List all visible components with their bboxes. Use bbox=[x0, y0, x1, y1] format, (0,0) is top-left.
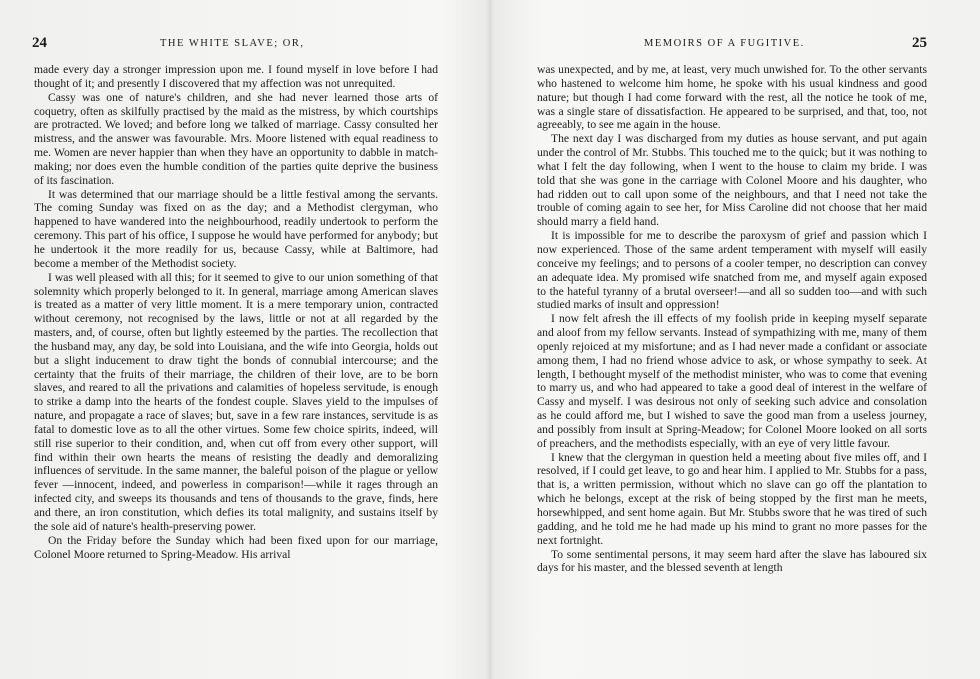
paragraph: The next day I was discharged from my duties as house servant, and put again under the control of Mr. Stubbs. This touched me to the quick; but it was nothing to what I felt the day following, when I went to the house to claim my bride. I was told that she was gone in the carriage with Colonel Moore and his daughter, who had ridden out to call upon some of the neighbours, and that I need not take the trouble of coming again to see her, for Miss Caroline did not choose that her maid should marry a field hand. bbox=[537, 132, 927, 229]
right-page-number: 25 bbox=[912, 35, 927, 51]
left-text-block bbox=[34, 63, 438, 561]
right-running-head bbox=[532, 36, 927, 52]
paragraph: was unexpected, and by me, at least, very much unwished for. To the other servants who hastened to welcome him home, he spoke with his usual kindness and good nature; but though I had come forward with the rest, all the notice he took of me, was a single stare of dissatisfaction. He appeared to be surprised, and that, too, not agreeably, to see me again in the house. bbox=[537, 63, 927, 132]
paragraph: made every day a stronger impression upon me. I found myself in love before I had thought of it; and presently I discovered that my affection was not unrequited. bbox=[34, 63, 438, 90]
paragraph: I was well pleased with all this; for it seemed to give to our union something of that solemnity which properly belonged to it. In general, marriage among American slaves is treated as a matter of very little moment. It is a mere temporary union, contracted without ceremony, not recognised by the laws, little or not at all regarded by the masters, and, of course, often but lightly esteemed by the parties. The recollection that the husband may, any day, be sold into Louisiana, and the wife into Georgia, holds out but a slight inducement to draw tight the bonds of connubial intercourse; and the certainty that the fruits of their marriage, the children of their love, are to be born slaves, and reared to all the privations and calamities of hopeless servitude, is enough to strike a damp into the hearts of the fondest couple. Slaves yield to the impulses of nature, and propagate a race of slaves; but, save in a few rare instances, servitude is as fatal to domestic love as to all the other virtues. Some few choice spirits, indeed, will still rise superior to their condition, and, when cut off from every other support, will find within their own hearts the means of resisting the deadly and demoralizing influences of servitude. In the same manner, the baleful poison of the plague or yellow fever —innocent, indeed, and powerless in comparison!—while it rages through an infected city, and sweeps its thousands and tens of thousands to the grave, finds, here and there, an iron constitution, which defies its total malignity, and sustains itself by the sole aid of nature's health-preserving power. bbox=[34, 270, 438, 533]
paragraph: On the Friday before the Sunday which had been fixed upon for our marriage, Colonel Moore returned to Spring-Meadow. His arrival bbox=[34, 533, 438, 561]
paragraph: It is impossible for me to describe the paroxysm of grief and passion which I now experienced. Those of the same ardent temperament with myself will easily conceive my feelings; and to persons of a cooler temper, no description can convey an adequate idea. My promised wife snatched from me, and myself again exposed to the hateful tyranny of a brutal overseer!—and all so sudden too—and with such studied marks of insult and oppression! bbox=[537, 229, 927, 312]
right-running-title: MEMOIRS OF A FUGITIVE. bbox=[644, 38, 805, 49]
paragraph: It was determined that our marriage should be a little festival among the servants. The coming Sunday was fixed on as the day; and a Methodist clergyman, who happened to have wandered into the neighbourhood, readily undertook to perform the ceremony. This part of his office, I suppose he would have performed for anybody; but he undertook it the more readily for us, because Cassy, while at Baltimore, had become a member of the Methodist society. bbox=[34, 187, 438, 270]
left-page-number: 24 bbox=[32, 35, 47, 51]
paragraph: I now felt afresh the ill effects of my foolish pride in keeping myself separate and aloof from my fellow servants. Instead of sympathizing with me, many of them openly rejoiced at my misfortune; and as I had never made a confidant or associate among them, I had no friend whose advice to ask, or whose sympathy to seek. At length, I bethought myself of the methodist minister, who was to come that evening to marry us, and who had appeared to take a good deal of interest in the welfare of Cassy and myself. I was desirous not only of seeking such advice and consolation as he could afford me, but I wished to save the good man from a useless journey, and possibly from insult at Spring-Meadow; for Colonel Moore looked on all sorts of preachers, and the methodists especially, with an eye of very little favour. bbox=[537, 312, 927, 450]
left-running-title: THE WHITE SLAVE; OR, bbox=[160, 38, 305, 49]
paragraph: To some sentimental persons, it may seem hard after the slave has laboured six days for his master, and the blessed seventh at length bbox=[537, 547, 927, 575]
paragraph: I knew that the clergyman in question held a meeting about five miles off, and I resolved, if I could get leave, to go and hear him. I applied to Mr. Stubbs for a pass, that is, a written permission, without which no slave can go off the plantation to which he belongs, except at the risk of being stopped by the first man he meets, horsewhipped, and sent home again. But Mr. Stubbs swore that he was tired of such gadding, and he told me he had made up his mind to grant no more passes for the next fortnight. bbox=[537, 450, 927, 547]
right-text-block bbox=[537, 63, 927, 575]
right-page bbox=[490, 0, 980, 679]
paragraph: Cassy was one of nature's children, and she had never learned those arts of coquetry, often as skilfully practised by the maid as the mistress, by which courtships are protracted. We loved; and before long we talked of marriage. Cassy consulted her mistress, and the answer was favourable. Mrs. Moore listened with equal readiness to me. Women are never happier than when they have an opportunity to dabble in match-making; nor does even the humble condition of the parties quite deprive the business of its fascination. bbox=[34, 90, 438, 187]
left-running-head bbox=[32, 36, 442, 52]
